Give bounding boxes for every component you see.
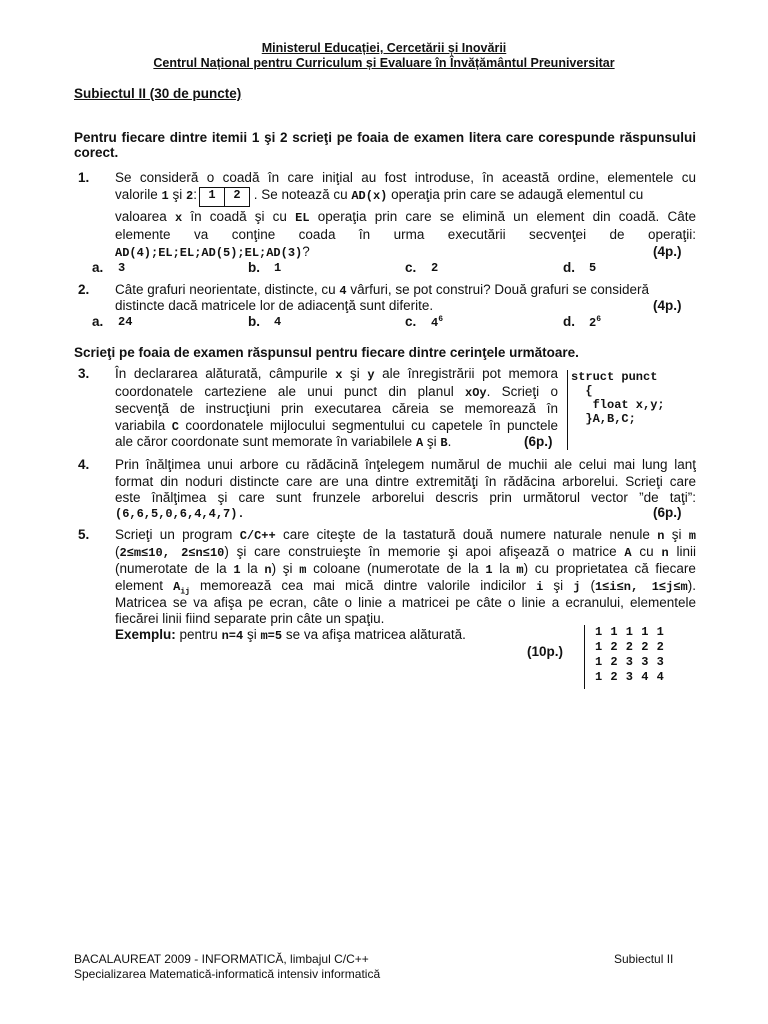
option-label: d.: [563, 260, 575, 275]
item-number: 2.: [78, 282, 90, 297]
option-label: d.: [563, 314, 575, 329]
instruction-items-3-5: Scrieţi pe foaia de examen răspunsul pentru fiecare dintre cerinţele următoare.: [74, 345, 579, 360]
option-value: 4: [274, 315, 282, 329]
option-label: b.: [248, 314, 260, 329]
q5-line2: (2≤m≤10, 2≤n≤10) şi care construieşte în memorie şi apoi afişează o matrice A cu n linii: [115, 544, 696, 560]
q5-line3: (numerotate de la 1 la n) şi m coloane (numerotate de la 1 la m) cu proprietatea că fiecare: [115, 561, 696, 577]
option-label: c.: [405, 314, 417, 329]
option-value: 5: [589, 261, 597, 275]
option-label: a.: [92, 314, 104, 329]
q3-line3: secvenţă de instrucţiuni prin executarea căreia se memorează în: [115, 401, 558, 416]
option-label: c.: [405, 260, 417, 275]
footer-specialization: Specializarea Matematică-informatică intensiv informatică: [74, 967, 381, 981]
q1-line4: elemente va conţine coada în urma executării secvenţei de operaţii:: [115, 227, 696, 242]
footer-exam-title: BACALAUREAT 2009 - INFORMATICĂ, limbajul C/C++: [74, 952, 369, 966]
option-value: 24: [118, 315, 133, 329]
option-value: $2^6$: [589, 315, 602, 330]
item-number: 5.: [78, 527, 90, 542]
q4-line1: Prin înălţimea unui arbore cu rădăcină înţelegem numărul de muchii ale celui mai lung lanţ: [115, 457, 696, 472]
q2-line2: distincte dacă matricele lor de adiacenţă sunt diferite.: [115, 298, 434, 313]
parent-vector: (6,6,5,0,6,4,4,7).: [115, 507, 245, 521]
q3-line5: ale căror coordonate sunt memorate în variabilele A şi B.: [115, 434, 452, 450]
option-label: a.: [92, 260, 104, 275]
queue-diagram: 1 2: [199, 187, 250, 202]
option-value: 1: [274, 261, 282, 275]
q5-line5: Matricea se va afişa pe ecran, câte o linie a matricei pe câte o linie a ecranului, elementele: [115, 595, 696, 610]
item-number: 1.: [78, 170, 90, 185]
q5-line4: element $A_{ij}$ memorează cea mai mică dintre valorile indicilor i şi j (1≤i≤n, 1≤j≤m).: [115, 578, 696, 597]
q1-line1: Se consideră o coadă în care iniţial au fost introduse, în această ordine, elementele cu: [115, 170, 696, 185]
footer-subject: Subiectul II: [614, 952, 674, 966]
item-number: 4.: [78, 457, 90, 472]
center-header: Centrul Național pentru Curriculum și Evaluare în Învățământul Preuniversitar: [153, 56, 615, 70]
q1-points: (4p.): [653, 244, 682, 259]
option-label: b.: [248, 260, 260, 275]
q4-points: (6p.): [653, 505, 682, 520]
q2-line1: Câte grafuri neorientate, distincte, cu 4 vârfuri, se pot construi? Două grafuri se consideră: [115, 282, 650, 298]
struct-declaration: struct punct { float x,y; }A,B,C;: [567, 370, 665, 450]
item-number: 3.: [78, 366, 90, 381]
q3-points: (6p.): [524, 434, 553, 449]
ministry-header: Ministerul Educației, Cercetării și Inovării: [261, 41, 507, 55]
instruction-items-1-2: Pentru fiecare dintre itemii 1 şi 2 scrieţi pe foaia de examen litera care corespunde răspunsului corect.: [74, 130, 696, 160]
q5-line6: fiecărei linii fiind separate prin câte un spaţiu.: [115, 611, 385, 626]
q1-line2: valorile 1 şi 2: 1 2 . Se notează cu AD(x) operaţia prin care se adaugă elementul cu: [115, 187, 705, 207]
q3-line1: În declararea alăturată, câmpurile x şi y ale înregistrării pot memora: [115, 366, 558, 382]
q2-points: (4p.): [653, 298, 682, 313]
q1-line3: valoarea x în coadă şi cu EL operaţia prin care se elimină un element din coadă. Câte: [115, 209, 696, 225]
q1-sequence: AD(4);EL;EL;AD(5);EL;AD(3)?: [115, 244, 310, 260]
q3-line2: coordonatele carteziene ale unui punct din planul xOy. Scrieţi o: [115, 384, 558, 400]
section-title: Subiectul II (30 de puncte): [74, 86, 242, 101]
q3-line4: variabila C coordonatele mijlocului segmentului cu capetele în punctele: [115, 418, 558, 434]
q5-example: Exemplu: pentru n=4 şi m=5 se va afişa matricea alăturată.: [115, 627, 466, 643]
q5-points: (10p.): [527, 644, 564, 659]
q5-line1: Scrieţi un program C/C++ care citeşte de la tastatură două numere naturale nenule n şi m: [115, 527, 696, 543]
example-matrix: 1 1 1 1 1 1 2 2 2 2 1 2 3 3 3 1 2 3 4 4: [584, 625, 664, 689]
q4-line2: format din noduri distincte care are una dintre extremităţi în rădăcina arborelui. Scrieţi care: [115, 474, 696, 489]
option-value: 2: [431, 261, 439, 275]
option-value: 3: [118, 261, 126, 275]
q4-line3: este înălţimea şi care sunt frunzele arborelui descris prin următorul vector ”de taţi”:: [115, 490, 696, 505]
option-value: $4^6$: [431, 315, 444, 330]
